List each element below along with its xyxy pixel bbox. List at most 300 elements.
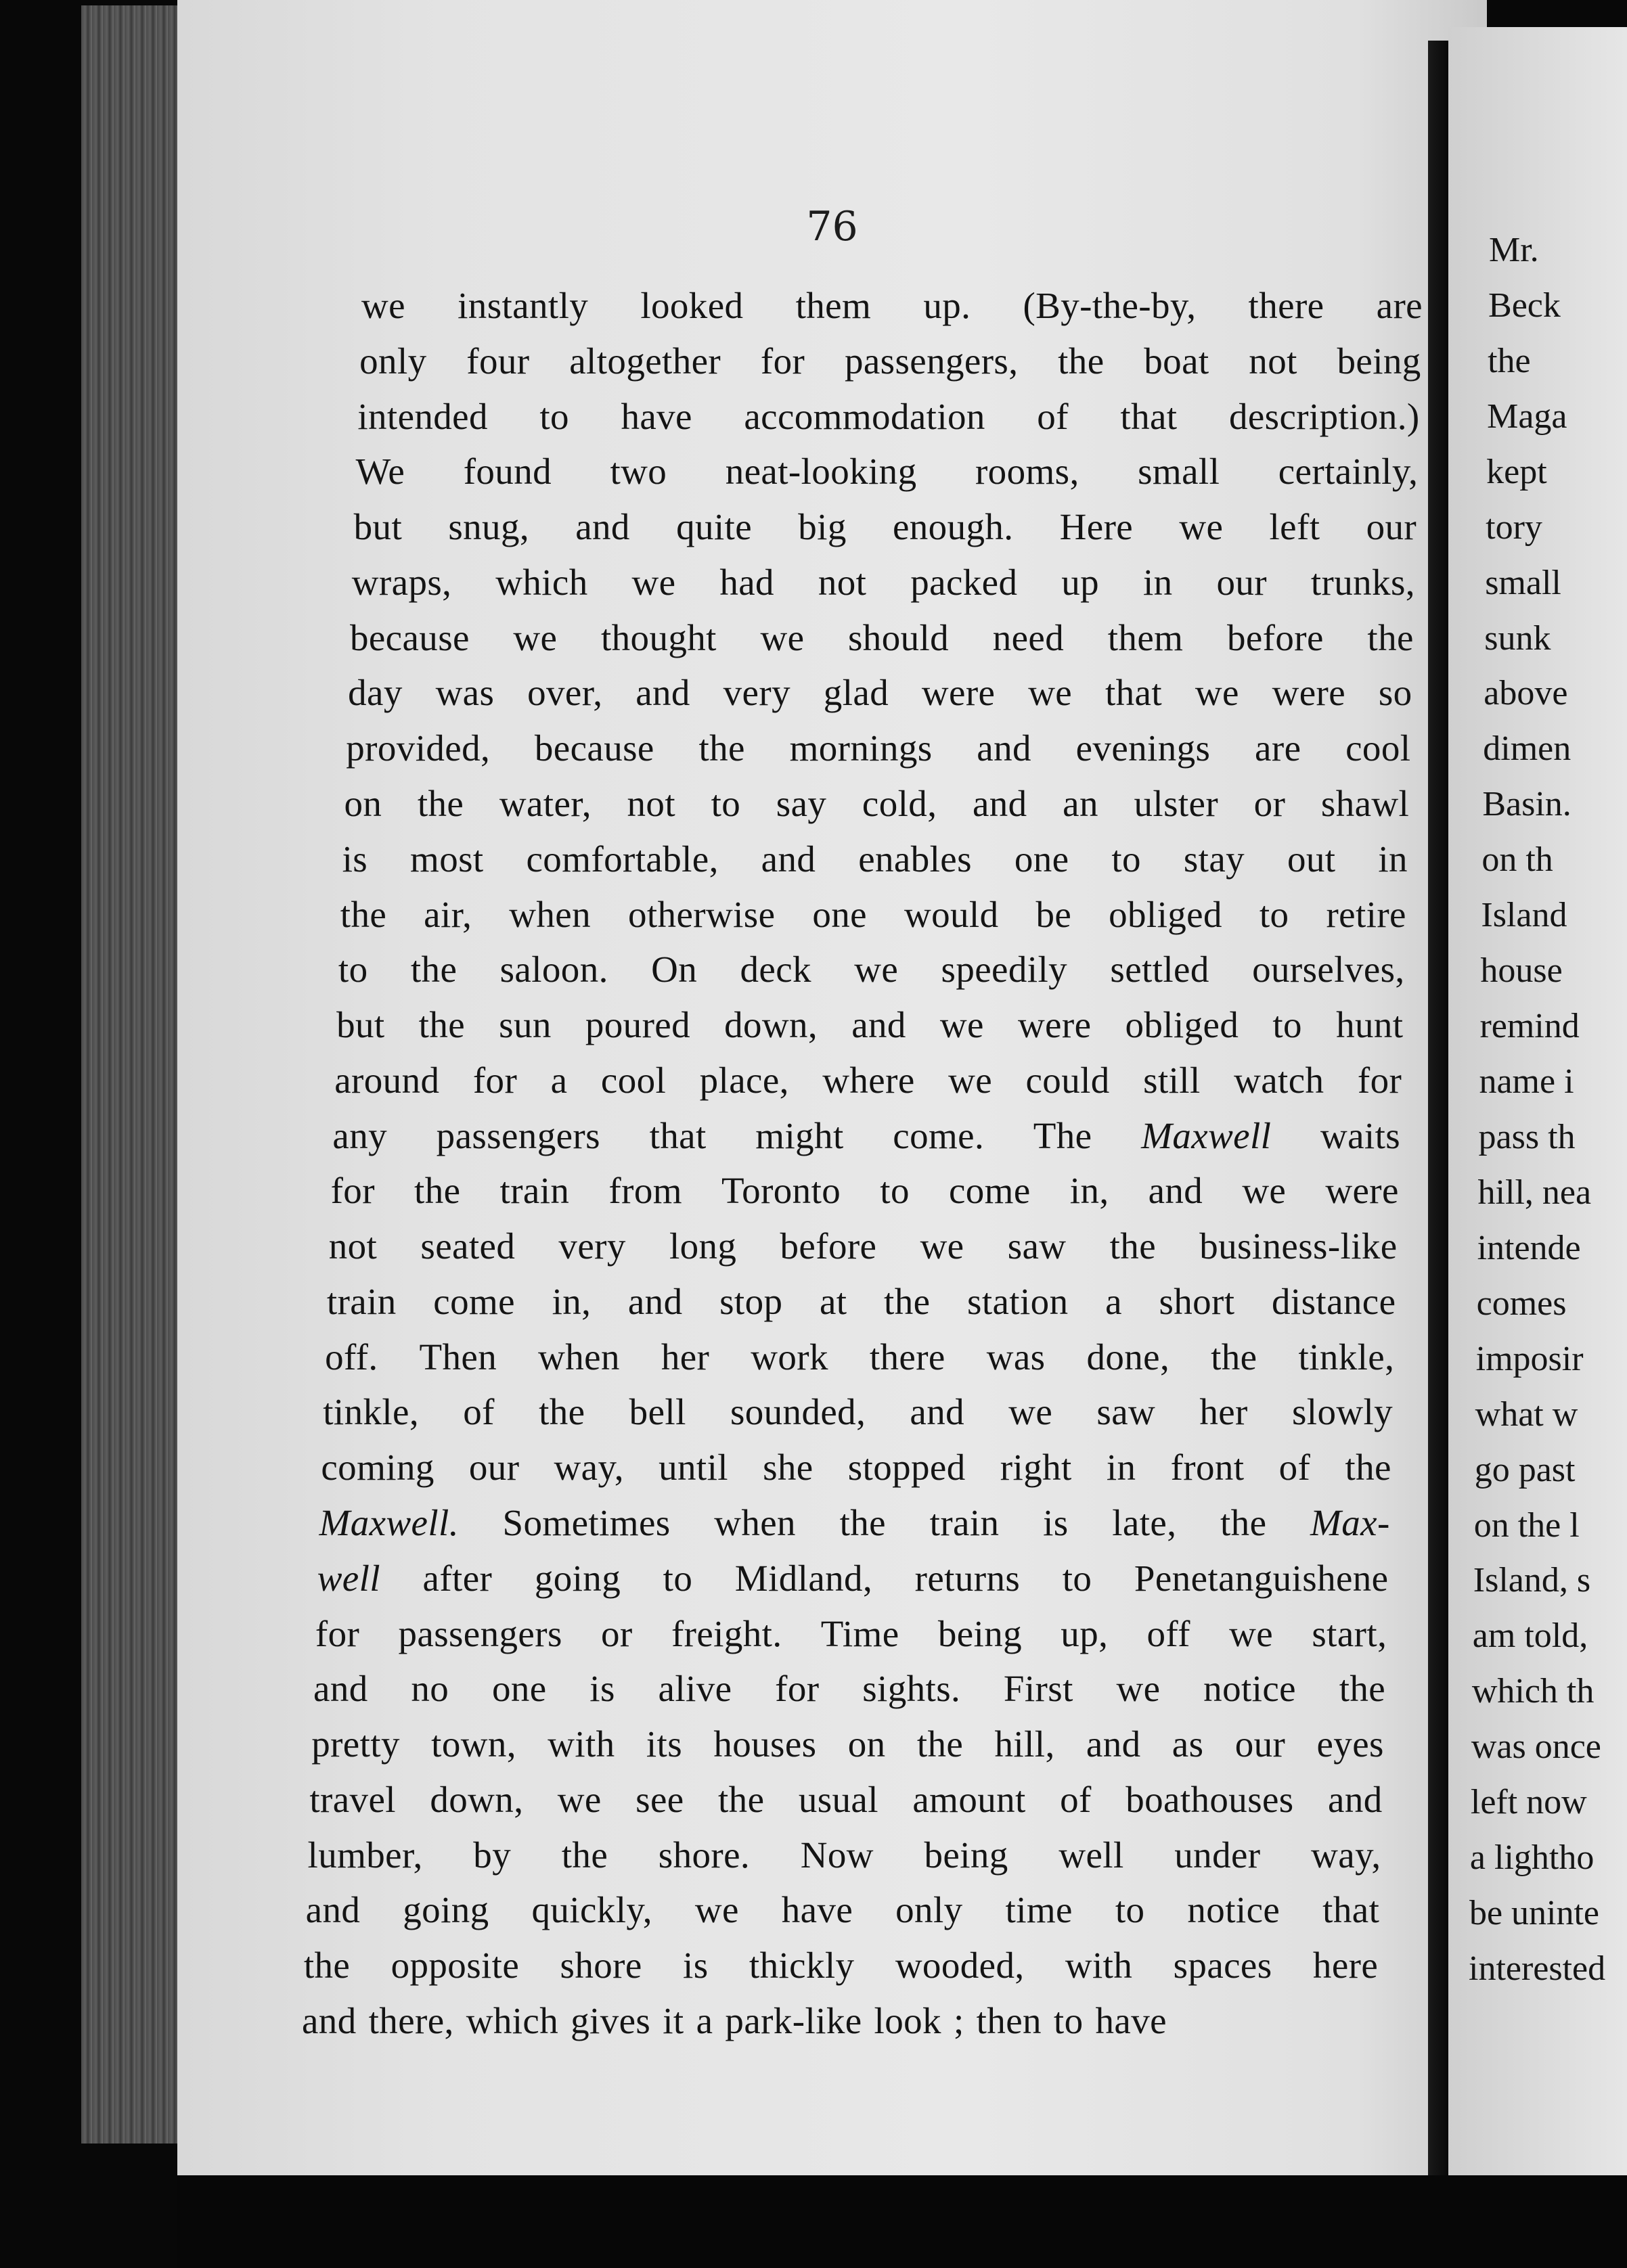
word: the xyxy=(698,727,745,769)
text-line xyxy=(325,1336,1394,1378)
word: at xyxy=(819,1280,847,1322)
word: boathouses xyxy=(1125,1778,1294,1820)
word: retire xyxy=(1326,893,1406,935)
word: waits xyxy=(1320,1114,1401,1156)
word: by xyxy=(473,1834,512,1876)
word: but xyxy=(353,506,403,548)
word: of xyxy=(1060,1778,1092,1820)
word: ulster xyxy=(1134,782,1219,824)
word: that xyxy=(1105,672,1163,714)
word: have xyxy=(1095,2000,1167,2041)
word: our xyxy=(1234,1723,1286,1765)
word: up, xyxy=(1061,1612,1109,1654)
text-line xyxy=(346,727,1410,769)
word: the xyxy=(417,782,464,824)
word: to xyxy=(1053,2000,1084,2041)
word: the xyxy=(1109,1225,1157,1267)
book-page-left xyxy=(177,0,1487,2175)
word: down, xyxy=(430,1778,524,1820)
word: any xyxy=(332,1114,388,1156)
word: to xyxy=(539,395,569,437)
word: pretty xyxy=(311,1723,400,1765)
word: and xyxy=(627,1280,683,1322)
text-line xyxy=(319,1501,1390,1544)
word: (By-the-by, xyxy=(1023,285,1197,326)
next-page-fragment: dimen xyxy=(1483,729,1572,769)
word: day xyxy=(348,672,403,714)
word: big xyxy=(798,506,847,548)
word: intended xyxy=(357,395,488,437)
word: we xyxy=(557,1778,602,1820)
next-page-fragment: hill, nea xyxy=(1477,1173,1592,1212)
word: might xyxy=(755,1114,844,1156)
word: until xyxy=(659,1447,728,1489)
text-line xyxy=(321,1446,1391,1489)
word: still xyxy=(1143,1059,1201,1101)
word: before xyxy=(780,1225,877,1267)
word: instantly xyxy=(458,285,589,326)
word: On xyxy=(651,949,698,991)
word: because xyxy=(534,727,654,769)
next-page-fragment: what w xyxy=(1475,1394,1578,1434)
word: see xyxy=(636,1778,684,1820)
word: and xyxy=(761,838,816,880)
text-line xyxy=(331,1169,1399,1212)
next-page-fragment: comes xyxy=(1476,1284,1567,1323)
word: we xyxy=(760,616,805,658)
word: town, xyxy=(431,1723,516,1765)
word: under xyxy=(1174,1834,1261,1876)
word: of xyxy=(1037,395,1069,437)
word: deck xyxy=(740,949,811,991)
word: a xyxy=(550,1059,568,1101)
word: one xyxy=(1014,838,1069,880)
word: where xyxy=(822,1059,915,1101)
word: snug, xyxy=(448,506,529,548)
page-number: 76 xyxy=(806,203,858,250)
text-line xyxy=(311,1723,1384,1765)
word: with xyxy=(1065,1945,1133,1987)
word: its xyxy=(646,1723,683,1765)
word: Max- xyxy=(1310,1502,1390,1544)
word: the xyxy=(539,1391,585,1433)
text-line xyxy=(306,1888,1380,1931)
word: there, xyxy=(368,2000,454,2041)
word: look xyxy=(874,2000,941,2041)
word: poured xyxy=(585,1004,691,1046)
word: for xyxy=(315,1612,360,1654)
word: her xyxy=(661,1336,710,1378)
word: returns xyxy=(914,1557,1021,1599)
word: down, xyxy=(724,1004,818,1046)
word: very xyxy=(723,672,790,714)
word: in xyxy=(1378,838,1408,880)
word: slowly xyxy=(1291,1391,1394,1433)
word: and xyxy=(636,672,690,714)
word: Then xyxy=(419,1336,497,1378)
word: a xyxy=(1105,1280,1122,1322)
word: air, xyxy=(424,893,472,935)
word: The xyxy=(1033,1114,1092,1156)
word: our xyxy=(1216,561,1267,603)
word: were xyxy=(1325,1170,1399,1212)
next-page-fragment: intende xyxy=(1477,1228,1581,1267)
text-line xyxy=(309,1778,1382,1821)
word: the xyxy=(410,949,458,991)
word: come. xyxy=(893,1114,985,1156)
word: is xyxy=(589,1668,615,1710)
word: Now xyxy=(800,1834,874,1876)
word: and xyxy=(1328,1778,1383,1820)
word: to xyxy=(663,1557,693,1599)
word: travel xyxy=(309,1778,396,1820)
word: way, xyxy=(1311,1834,1381,1876)
word: there xyxy=(1248,285,1324,326)
word: in, xyxy=(552,1280,592,1322)
text-line xyxy=(317,1557,1389,1600)
next-page-fragment: was once xyxy=(1471,1727,1601,1767)
word: of xyxy=(1278,1447,1311,1489)
word: for xyxy=(472,1059,518,1101)
word: around xyxy=(334,1059,440,1101)
next-page-fragment: above xyxy=(1484,674,1568,713)
next-page-fragment: imposir xyxy=(1475,1339,1584,1378)
word: Maxwell. xyxy=(319,1502,459,1544)
word: sights. xyxy=(862,1668,961,1710)
word: is xyxy=(1043,1502,1069,1544)
word: We xyxy=(355,451,405,493)
word: the xyxy=(1339,1668,1386,1710)
word: that xyxy=(1322,1889,1380,1931)
word: then xyxy=(976,2000,1042,2041)
word: alive xyxy=(658,1668,732,1710)
word: lumber, xyxy=(307,1834,423,1876)
word: otherwise xyxy=(627,893,776,935)
word: but xyxy=(336,1004,385,1046)
text-line xyxy=(334,1059,1402,1102)
word: amount xyxy=(912,1778,1026,1820)
word: the xyxy=(1220,1502,1267,1544)
word: well xyxy=(1058,1834,1124,1876)
word: passengers, xyxy=(844,340,1019,382)
word: stay xyxy=(1183,838,1245,880)
word: train xyxy=(499,1170,570,1212)
word: we xyxy=(939,1004,984,1046)
word: watch xyxy=(1234,1059,1324,1101)
word: or xyxy=(1253,782,1286,824)
word: sounded, xyxy=(730,1391,866,1433)
word: going xyxy=(534,1557,621,1599)
word: that xyxy=(1120,395,1178,437)
text-line xyxy=(323,1390,1393,1433)
next-page-fragment: kept xyxy=(1486,452,1547,491)
text-line xyxy=(329,1225,1398,1267)
word: the xyxy=(884,1280,931,1322)
word: the xyxy=(839,1502,886,1544)
word: Sometimes xyxy=(502,1502,671,1544)
word: in, xyxy=(1069,1170,1109,1212)
word: houses xyxy=(713,1723,817,1765)
word: thought xyxy=(600,616,717,658)
word: here xyxy=(1312,1945,1379,1987)
word: we xyxy=(1242,1170,1287,1212)
next-page-fragment: Island, s xyxy=(1473,1561,1591,1600)
word: most xyxy=(410,838,484,880)
word: her xyxy=(1199,1391,1248,1433)
word: in xyxy=(1106,1447,1136,1489)
word: long xyxy=(669,1225,737,1267)
next-page-fragment: on th xyxy=(1481,840,1553,880)
text-line xyxy=(352,561,1415,604)
word: it xyxy=(663,2000,684,2041)
text-line xyxy=(315,1612,1387,1655)
word: enables xyxy=(858,838,972,880)
next-page-fragment: Maga xyxy=(1487,396,1567,436)
word: and xyxy=(910,1391,965,1433)
word: Maxwell xyxy=(1141,1114,1272,1156)
word: neat-looking xyxy=(725,451,917,493)
next-page-fragment: am told, xyxy=(1472,1616,1588,1656)
word: an xyxy=(1063,782,1098,824)
text-line xyxy=(336,1003,1403,1046)
text-line xyxy=(313,1667,1385,1710)
word: and xyxy=(977,727,1031,769)
next-page-fragment: house xyxy=(1480,951,1563,991)
word: ; xyxy=(953,2000,964,2041)
next-page-fragment: left now xyxy=(1470,1783,1587,1822)
word: the xyxy=(561,1834,608,1876)
word: were xyxy=(1017,1004,1092,1046)
word: thickly xyxy=(749,1945,855,1987)
word: trunks, xyxy=(1310,561,1415,603)
next-page-fragment: name i xyxy=(1479,1062,1574,1102)
word: no xyxy=(411,1668,449,1710)
word: have xyxy=(781,1889,853,1931)
word: shore xyxy=(560,1945,642,1987)
word: and xyxy=(972,782,1027,824)
word: wraps, xyxy=(351,561,452,603)
word: start, xyxy=(1312,1612,1387,1654)
word: being xyxy=(937,1612,1023,1654)
word: we xyxy=(694,1889,739,1931)
word: and xyxy=(302,2000,357,2041)
body-text xyxy=(177,0,1487,2175)
next-page-fragment: Island xyxy=(1481,896,1567,935)
word: cool xyxy=(600,1059,667,1101)
word: Time xyxy=(820,1612,899,1654)
text-line xyxy=(357,395,1419,438)
word: the xyxy=(1058,340,1105,382)
word: notice xyxy=(1203,1668,1296,1710)
word: settled xyxy=(1110,949,1209,991)
text-line xyxy=(350,616,1414,659)
next-page-fragment: the xyxy=(1488,341,1531,380)
word: only xyxy=(359,340,427,382)
text-line xyxy=(332,1114,1400,1157)
next-page-fragment: interested xyxy=(1469,1949,1606,1988)
text-line xyxy=(354,505,1417,548)
word: wooded, xyxy=(895,1945,1025,1987)
word: not xyxy=(818,561,867,603)
next-page-fragment: pass th xyxy=(1478,1117,1576,1156)
word: not xyxy=(328,1225,378,1267)
word: accommodation xyxy=(744,395,985,437)
word: passengers xyxy=(436,1114,600,1156)
word: the xyxy=(1345,1447,1391,1489)
word: the xyxy=(418,1004,466,1046)
word: and xyxy=(305,1889,361,1931)
word: right xyxy=(1000,1447,1072,1489)
word: from xyxy=(608,1170,682,1212)
text-line xyxy=(327,1280,1396,1323)
word: coming xyxy=(321,1447,434,1489)
word: the xyxy=(340,893,387,935)
word: one xyxy=(491,1668,547,1710)
word: seated xyxy=(420,1225,516,1267)
word: was xyxy=(986,1336,1046,1378)
word: bell xyxy=(629,1391,686,1433)
word: were xyxy=(1272,672,1346,714)
word: and xyxy=(313,1668,368,1710)
text-line xyxy=(348,671,1412,714)
word: which xyxy=(495,561,588,603)
word: two xyxy=(610,451,667,493)
word: out xyxy=(1287,838,1336,880)
word: boat xyxy=(1144,340,1209,382)
word: freight. xyxy=(671,1612,782,1654)
word: would xyxy=(904,893,999,935)
word: or xyxy=(601,1612,633,1654)
word: evenings xyxy=(1075,727,1211,769)
word: and xyxy=(1086,1723,1141,1765)
word: when xyxy=(538,1336,620,1378)
next-page-fragment: tory xyxy=(1486,507,1542,547)
word: one xyxy=(812,893,867,935)
word: come xyxy=(948,1170,1031,1212)
word: off. xyxy=(325,1336,378,1378)
word: say xyxy=(776,782,827,824)
word: to xyxy=(1111,838,1141,880)
word: not xyxy=(1249,340,1297,382)
word: should xyxy=(848,616,950,658)
word: well xyxy=(317,1557,380,1599)
word: to xyxy=(1115,1889,1145,1931)
word: place, xyxy=(699,1059,789,1101)
word: being xyxy=(924,1834,1008,1876)
word: work xyxy=(751,1336,828,1378)
word: cold, xyxy=(862,782,937,824)
word: late, xyxy=(1112,1502,1177,1544)
word: need xyxy=(992,616,1065,658)
next-page-fragment: Basin. xyxy=(1482,785,1572,824)
word: the xyxy=(1211,1336,1257,1378)
word: cool xyxy=(1345,727,1411,769)
word: and xyxy=(575,506,630,548)
word: stopped xyxy=(847,1447,966,1489)
word: for xyxy=(760,340,805,382)
word: off xyxy=(1146,1612,1190,1654)
word: mornings xyxy=(789,727,933,769)
word: opposite xyxy=(391,1945,520,1987)
word: business-like xyxy=(1199,1225,1398,1267)
word: for xyxy=(775,1668,820,1710)
word: we xyxy=(361,285,405,326)
word: gives xyxy=(571,2000,651,2041)
word: there xyxy=(869,1336,945,1378)
text-line xyxy=(359,340,1421,382)
next-page-fragment: remind xyxy=(1479,1007,1580,1046)
word: shawl xyxy=(1320,782,1410,824)
word: shore. xyxy=(658,1834,751,1876)
word: not xyxy=(627,782,676,824)
word: with xyxy=(548,1723,615,1765)
next-page-fragment: a lightho xyxy=(1469,1838,1595,1878)
word: as xyxy=(1172,1723,1204,1765)
next-page-fragment: on the l xyxy=(1473,1505,1580,1545)
word: Here xyxy=(1059,506,1134,548)
word: certainly, xyxy=(1278,451,1419,493)
next-page-fragment: go past xyxy=(1474,1450,1576,1489)
word: on xyxy=(344,782,382,824)
next-page-fragment: Mr. xyxy=(1489,231,1539,269)
word: could xyxy=(1025,1059,1110,1101)
word: to xyxy=(1062,1557,1092,1599)
word: front xyxy=(1170,1447,1245,1489)
word: was xyxy=(435,672,495,714)
word: when xyxy=(714,1502,796,1544)
word: station xyxy=(967,1280,1069,1322)
text-line xyxy=(344,782,1409,825)
word: short xyxy=(1159,1280,1235,1322)
word: tinkle, xyxy=(1298,1336,1395,1378)
word: we xyxy=(948,1059,993,1101)
word: had xyxy=(719,561,774,603)
word: being xyxy=(1337,340,1421,382)
word: are xyxy=(1255,727,1301,769)
word: speedily xyxy=(941,949,1068,991)
text-line xyxy=(308,1834,1381,1876)
word: rooms, xyxy=(975,451,1079,493)
word: them xyxy=(1107,616,1184,658)
word: spaces xyxy=(1173,1945,1272,1987)
word: only xyxy=(895,1889,963,1931)
word: which xyxy=(466,2000,559,2041)
word: saw xyxy=(1096,1391,1156,1433)
word: we xyxy=(1116,1668,1161,1710)
word: the xyxy=(916,1723,964,1765)
word: stop xyxy=(719,1280,783,1322)
word: is xyxy=(683,1945,709,1987)
word: we xyxy=(854,949,899,991)
word: we xyxy=(631,561,676,603)
word: First xyxy=(1003,1668,1073,1710)
word: glad xyxy=(823,672,889,714)
word: be xyxy=(1035,893,1072,935)
word: and xyxy=(851,1004,906,1046)
word: small xyxy=(1138,451,1220,493)
word: left xyxy=(1269,506,1320,548)
word: up. xyxy=(923,285,971,326)
word: to xyxy=(338,949,368,991)
word: hill, xyxy=(994,1723,1055,1765)
word: very xyxy=(558,1225,626,1267)
word: four xyxy=(466,340,530,382)
word: saloon. xyxy=(499,949,608,991)
word: of xyxy=(463,1391,495,1433)
word: we xyxy=(1179,506,1224,548)
word: we xyxy=(1229,1612,1274,1654)
word: is xyxy=(342,838,368,880)
